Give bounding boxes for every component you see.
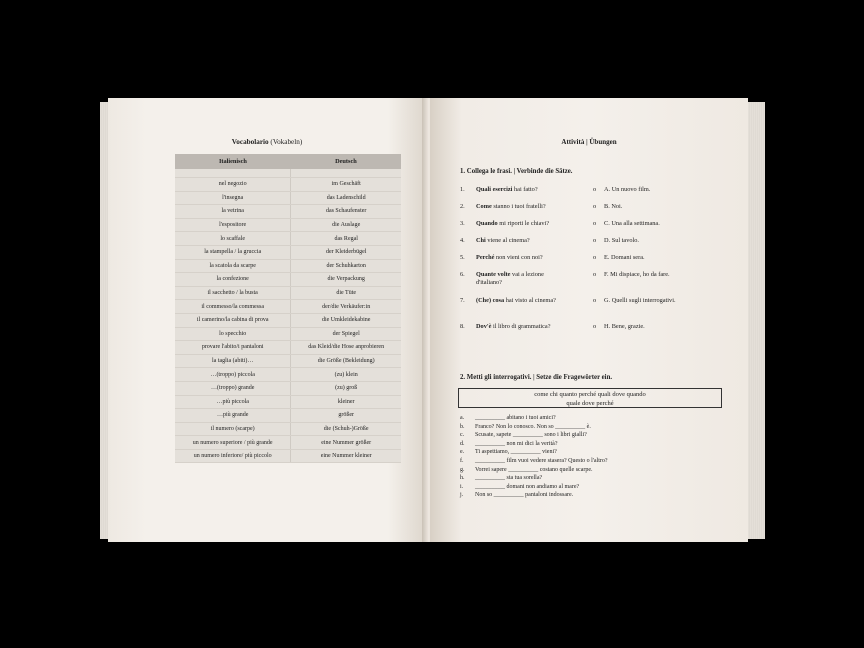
sentence-text: __________ abitano i tuoi amici? [475,415,556,421]
question-number: 3. [460,220,465,227]
question-word: Perché [476,254,495,261]
question-text [476,237,571,245]
italian-term: il commesso/la commessa [175,300,291,314]
german-term: die (Schuh-)Größe [291,422,401,436]
sentence-letter: j. [460,492,464,499]
question-text [476,254,571,262]
italian-term: il camerino/la cabina di prova [175,313,291,327]
table-row [175,354,401,368]
german-term: der/die Verkäufer:in [291,300,401,314]
answer-text: F. Mi dispiace, ho da fare. [604,271,670,278]
answer-text: B. Noi. [604,203,623,210]
table-row [175,191,401,205]
table-row [175,273,401,287]
answer-checkbox[interactable]: o [593,237,597,244]
question-text [476,220,571,228]
german-term: die Auslage [291,218,401,232]
fill-in-row [460,414,720,423]
question-rest: hai fatto? [512,186,538,193]
sentence-letter: a. [460,415,465,421]
vocabulary-title [108,138,426,146]
question-number: 5. [460,254,465,261]
answer-checkbox[interactable]: o [593,220,597,227]
german-term: die Verpackung [291,273,401,287]
question-word: Quando [476,220,498,227]
table-row [175,232,401,246]
word-box-line-2: quale dove perché [566,400,614,407]
table-row [175,286,401,300]
exercises-title: Attività | Übungen [561,138,617,146]
german-term: (zu) groß [291,381,401,395]
left-page [108,98,426,542]
answer-text: H. Bene, grazie. [604,323,645,330]
question-rest: vai a lezione d'italiano? [476,271,544,286]
german-term: das Regal [291,232,401,246]
question-rest: stanno i tuoi fratelli? [491,203,546,210]
italian-term: …più piccola [175,395,291,409]
question-text [476,297,571,305]
italian-term: lo specchio [175,327,291,341]
word-box [458,388,722,408]
table-row [175,341,401,355]
question-rest: mi riporti le chiavi? [497,220,550,227]
sentence-text: Vorrei sapere __________ costano quelle scarpe. [475,466,593,473]
italian-term: la scatola da scarpe [175,259,291,273]
question-word: Come [476,203,492,210]
german-term: das Schaufenster [291,205,401,219]
vocabulary-title-rest: (Vokabeln) [268,138,303,146]
german-term: das Kleid/die Hose anprobieren [291,341,401,355]
italian-term: lo scaffale [175,232,291,246]
question-word: Quante volte [476,271,511,278]
header-german: Deutsch [291,154,401,169]
italian-term: il numero (scarpe) [175,422,291,436]
fill-in-row [460,483,720,492]
question-rest: non vieni con noi? [494,254,543,261]
question-rest: hai visto al cinema? [504,297,556,304]
sentence-letter: d. [460,440,465,447]
german-term: die Tüte [291,286,401,300]
sentence-text: Non so __________ pantaloni indossare. [475,492,574,499]
german-term: der Spiegel [291,327,401,341]
vocabulary-table [175,154,401,463]
italian-term: la stampella / la gruccia [175,245,291,259]
question-text [476,323,571,331]
question-number: 8. [460,323,465,330]
german-term: eine Nummer größer [291,436,401,450]
table-row [175,300,401,314]
table-row [175,409,401,423]
sentence-text: __________ domani non andiamo al mare? [475,483,580,490]
fill-in-row [460,431,720,440]
question-text [476,186,571,194]
fill-in-row [460,448,720,457]
fill-in-row [460,457,720,466]
answer-text: D. Sul tavolo. [604,237,639,244]
question-rest: viene al cinema? [485,237,530,244]
german-term: der Kleiderbügel [291,245,401,259]
table-row [175,381,401,395]
german-term: (zu) klein [291,368,401,382]
table-row [175,395,401,409]
fill-in-row [460,423,720,432]
sentence-letter: h. [460,475,465,482]
table-row [175,327,401,341]
fill-in-row [460,474,720,483]
word-box-line-1: come chi quanto perché quali dove quando [534,391,646,398]
sentence-text: __________ non mi dici la verità? [475,440,558,447]
italian-term: un numero superiore / più grande [175,436,291,450]
sentence-letter: g. [460,466,465,473]
sentence-text: Franco? Non lo conosco. Non so __________ è. [475,423,591,430]
table-row [175,422,401,436]
italian-term: …più grande [175,409,291,423]
answer-text: A. Un nuovo film. [604,186,651,193]
italian-term: un numero inferiore/ più piccolo [175,449,291,463]
sentence-text: __________ film vuoi vedere stasera? Questo o l'altro? [475,457,608,464]
question-number: 6. [460,271,465,278]
exercise-2-heading: 2. Metti gli interrogativi. | Setze die Fragewörter ein. [460,374,613,381]
italian-term: l'insegna [175,191,291,205]
italian-term: la taglia (abiti)… [175,354,291,368]
table-row-blank [175,169,401,178]
question-text [476,271,571,287]
german-term: eine Nummer kleiner [291,449,401,463]
answer-checkbox[interactable]: o [593,297,597,304]
sentence-text: Ti aspettiamo, __________ vieni? [475,449,557,456]
sentence-text: __________ sta tua sorella? [475,475,543,482]
table-row [175,259,401,273]
open-book [100,92,765,547]
table-row [175,205,401,219]
question-text [476,203,571,211]
table-row [175,368,401,382]
answer-checkbox[interactable]: o [593,323,597,330]
german-term: kleiner [291,395,401,409]
vocabulary-title-bold: Vocabolario [231,138,269,146]
right-page [430,98,748,542]
question-number: 2. [460,203,465,210]
table-row [175,313,401,327]
question-number: 7. [460,297,465,304]
question-rest: il libro di grammatica? [491,323,551,330]
question-word: Chi [476,237,486,244]
italian-term: …(troppo) piccola [175,368,291,382]
answer-checkbox[interactable]: o [593,186,597,193]
answer-text: G. Quelli sugli interrogativi. [604,297,676,304]
table-row [175,178,401,192]
sentence-letter: b. [460,423,465,430]
exercise-2 [460,414,720,500]
answer-checkbox[interactable]: o [593,271,597,278]
header-italian: Italienisch [175,154,291,169]
table-row [175,436,401,450]
german-term: die Größe (Bekleidung) [291,354,401,368]
german-term: die Umkleidekabine [291,313,401,327]
question-number: 1. [460,186,465,193]
question-word: Quali esercizi [476,186,513,193]
answer-text: E. Domani sera. [604,254,645,261]
question-word: (Che) cosa [476,297,505,304]
answer-text: C. Una alla settimana. [604,220,660,227]
page-edges-right [745,102,765,539]
sentence-letter: c. [460,432,465,439]
table-row [175,449,401,463]
sentence-letter: f. [460,457,464,464]
italian-term: la confezione [175,273,291,287]
answer-checkbox[interactable]: o [593,203,597,210]
italian-term: provare l'abito/i pantaloni [175,341,291,355]
question-number: 4. [460,237,465,244]
question-word: Dov'è [476,323,492,330]
italian-term: nel negozio [175,178,291,192]
italian-term: l'espositore [175,218,291,232]
italian-term: …(troppo) grande [175,381,291,395]
german-term: der Schuhkarton [291,259,401,273]
answer-checkbox[interactable]: o [593,254,597,261]
italian-term: il sacchetto / la busta [175,286,291,300]
italian-term: la vetrina [175,205,291,219]
sentence-text: Scusate, sapete __________ sono i libri gialli? [475,432,587,439]
german-term: im Geschäft [291,178,401,192]
fill-in-row [460,440,720,449]
table-row [175,245,401,259]
german-term: das Ladenschild [291,191,401,205]
sentence-letter: i. [460,483,464,490]
sentence-letter: e. [460,449,465,456]
german-term: größer [291,409,401,423]
table-row [175,218,401,232]
fill-in-row [460,466,720,475]
exercise-1-heading: 1. Collega le frasi. | Verbinde die Sätze. [460,168,573,175]
fill-in-row [460,491,720,500]
